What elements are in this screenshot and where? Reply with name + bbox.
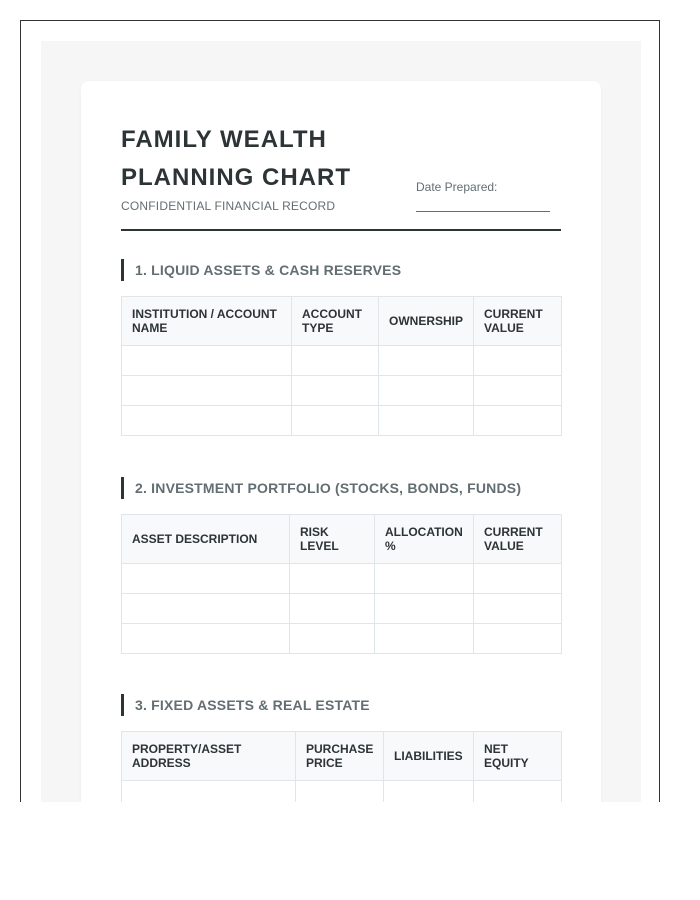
column-header: INSTITUTION / ACCOUNT NAME bbox=[122, 297, 292, 346]
table-header-row bbox=[122, 297, 562, 346]
table-cell[interactable] bbox=[290, 564, 375, 594]
page-canvas bbox=[41, 41, 641, 802]
table-cell[interactable] bbox=[122, 346, 292, 376]
table-cell[interactable] bbox=[122, 376, 292, 406]
table-cell[interactable] bbox=[292, 406, 379, 436]
table-cell[interactable] bbox=[474, 624, 562, 654]
table-row bbox=[122, 376, 562, 406]
column-header: ASSET DESCRIPTION bbox=[122, 515, 290, 564]
date-prepared-label: Date Prepared: bbox=[416, 180, 498, 194]
table-cell[interactable] bbox=[474, 346, 562, 376]
section-title-liquid-assets: 1. LIQUID ASSETS & CASH RESERVES bbox=[121, 259, 401, 281]
table-cell[interactable] bbox=[474, 406, 562, 436]
table-row bbox=[122, 781, 562, 803]
column-header: PROPERTY/ASSET ADDRESS bbox=[122, 732, 296, 781]
table-cell[interactable] bbox=[290, 594, 375, 624]
table-cell[interactable] bbox=[474, 376, 562, 406]
fixed-assets-table bbox=[121, 731, 562, 802]
table-cell[interactable] bbox=[375, 564, 474, 594]
table-row bbox=[122, 624, 562, 654]
column-header: RISK LEVEL bbox=[290, 515, 375, 564]
table-cell[interactable] bbox=[375, 594, 474, 624]
document-title: FAMILY WEALTH PLANNING CHART bbox=[121, 126, 351, 191]
table-cell[interactable] bbox=[474, 594, 562, 624]
table-cell[interactable] bbox=[474, 564, 562, 594]
document-subtitle: CONFIDENTIAL FINANCIAL RECORD bbox=[121, 199, 336, 213]
table-cell[interactable] bbox=[122, 564, 290, 594]
table-cell[interactable] bbox=[379, 376, 474, 406]
column-header: NET EQUITY bbox=[474, 732, 562, 781]
table-cell[interactable] bbox=[379, 406, 474, 436]
table-cell[interactable] bbox=[474, 781, 562, 803]
table-cell[interactable] bbox=[379, 346, 474, 376]
table-cell[interactable] bbox=[292, 376, 379, 406]
table-cell[interactable] bbox=[290, 624, 375, 654]
table-cell[interactable] bbox=[292, 346, 379, 376]
investment-portfolio-table bbox=[121, 514, 562, 654]
table-cell[interactable] bbox=[375, 624, 474, 654]
table-cell[interactable] bbox=[122, 406, 292, 436]
document-header bbox=[121, 121, 561, 231]
table-cell[interactable] bbox=[384, 781, 474, 803]
column-header: CURRENT VALUE bbox=[474, 515, 562, 564]
table-row bbox=[122, 346, 562, 376]
table-header-row bbox=[122, 732, 562, 781]
liquid-assets-table bbox=[121, 296, 562, 436]
column-header: PURCHASE PRICE bbox=[296, 732, 384, 781]
date-prepared-box bbox=[416, 180, 550, 212]
table-header-row bbox=[122, 515, 562, 564]
table-row bbox=[122, 594, 562, 624]
table-cell[interactable] bbox=[122, 781, 296, 803]
section-title-fixed-assets: 3. FIXED ASSETS & REAL ESTATE bbox=[121, 694, 370, 716]
section-title-investment-portfolio: 2. INVESTMENT PORTFOLIO (STOCKS, BONDS, FUNDS) bbox=[121, 477, 521, 499]
column-header: LIABILITIES bbox=[384, 732, 474, 781]
document-sheet bbox=[81, 81, 601, 802]
table-row bbox=[122, 406, 562, 436]
column-header: ALLOCATION % bbox=[375, 515, 474, 564]
table-cell[interactable] bbox=[122, 594, 290, 624]
column-header: CURRENT VALUE bbox=[474, 297, 562, 346]
table-cell[interactable] bbox=[122, 624, 290, 654]
document-viewport[interactable] bbox=[20, 20, 660, 802]
table-row bbox=[122, 564, 562, 594]
column-header: OWNERSHIP bbox=[379, 297, 474, 346]
column-header: ACCOUNT TYPE bbox=[292, 297, 379, 346]
date-prepared-field[interactable] bbox=[416, 211, 550, 212]
table-cell[interactable] bbox=[296, 781, 384, 803]
